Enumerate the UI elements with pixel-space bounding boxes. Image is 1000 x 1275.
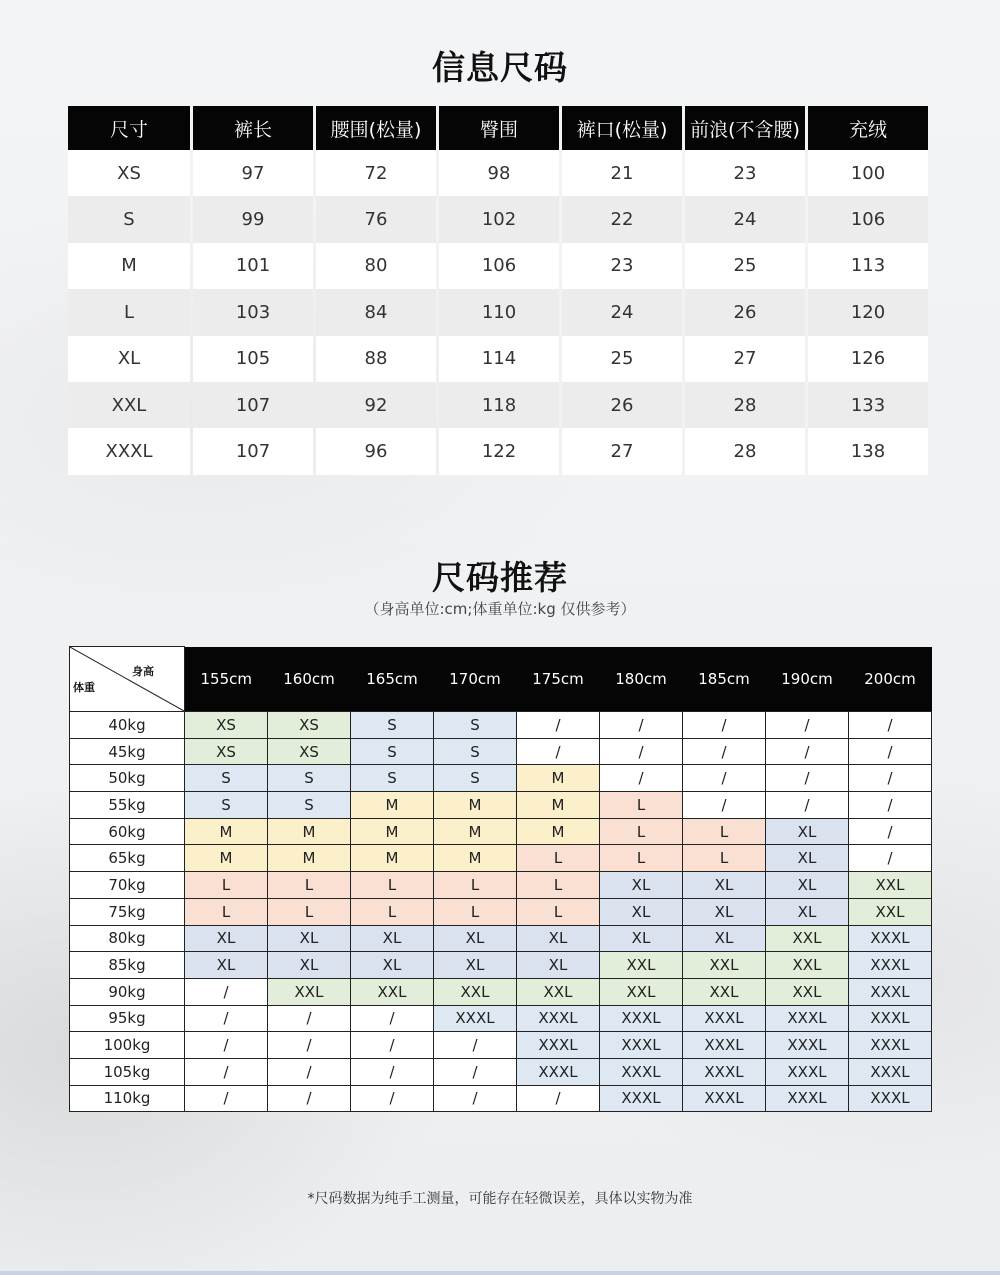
size-value-cell: 98 (439, 150, 559, 196)
size-value-cell: 103 (193, 289, 313, 335)
size-recommend-cell: XXL (766, 925, 849, 952)
weight-row (70, 845, 932, 872)
size-recommend-cell: XXXL (849, 978, 932, 1005)
size-recommend-cell: XXXL (683, 1085, 766, 1112)
size-recommend-cell: XXL (683, 952, 766, 979)
size-recommend-cell: / (849, 738, 932, 765)
size-recommend-cell: M (185, 818, 268, 845)
size-value-cell: 28 (685, 382, 805, 428)
size-recommend-cell: / (683, 792, 766, 819)
size-value-cell: 27 (685, 336, 805, 382)
size-info-row (68, 150, 928, 196)
size-value-cell: 96 (316, 428, 436, 474)
size-info-title: 信息尺码 (432, 48, 568, 87)
size-label-cell: XXXL (68, 428, 190, 474)
size-recommend-cell: / (683, 765, 766, 792)
size-recommend-cell: M (434, 792, 517, 819)
size-recommend-cell: M (185, 845, 268, 872)
size-info-header-cell: 充绒 (808, 106, 928, 150)
height-header-cell: 180cm (600, 647, 683, 712)
size-recommend-cell: XXXL (766, 1005, 849, 1032)
size-recommend-cell: XS (268, 738, 351, 765)
height-header-cell: 190cm (766, 647, 849, 712)
size-recommend-cell: L (600, 792, 683, 819)
size-info-header-cell: 腰围(松量) (316, 106, 436, 150)
size-recommend-cell: / (351, 1032, 434, 1059)
height-header-cell: 200cm (849, 647, 932, 712)
size-recommend-cell: XL (268, 952, 351, 979)
size-recommend-cell: / (185, 1085, 268, 1112)
weight-label-cell: 110kg (70, 1085, 185, 1112)
size-value-cell: 99 (193, 196, 313, 242)
size-label-cell: L (68, 289, 190, 335)
size-value-cell: 105 (193, 336, 313, 382)
weight-label-cell: 85kg (70, 952, 185, 979)
size-recommend-cell: / (434, 1032, 517, 1059)
size-info-row (68, 196, 928, 242)
weight-label-cell: 80kg (70, 925, 185, 952)
weight-row (70, 1005, 932, 1032)
size-recommend-cell: M (351, 845, 434, 872)
size-info-header-cell: 裤长 (193, 106, 313, 150)
size-info-row (68, 382, 928, 428)
size-value-cell: 27 (562, 428, 682, 474)
size-value-cell: 107 (193, 428, 313, 474)
size-recommend-cell: XXL (434, 978, 517, 1005)
size-value-cell: 80 (316, 243, 436, 289)
height-header-cell: 165cm (351, 647, 434, 712)
size-recommend-cell: L (600, 818, 683, 845)
size-recommend-cell: XL (683, 925, 766, 952)
size-value-cell: 92 (316, 382, 436, 428)
size-recommend-title: 尺码推荐 (432, 558, 568, 597)
weight-row (70, 1058, 932, 1085)
size-recommend-cell: L (268, 898, 351, 925)
size-recommend-cell: L (517, 872, 600, 899)
size-recommend-cell: XXL (849, 872, 932, 899)
size-recommend-cell: L (683, 845, 766, 872)
weight-row (70, 1085, 932, 1112)
size-recommend-cell: L (683, 818, 766, 845)
size-recommend-cell: / (849, 845, 932, 872)
size-recommend-cell: XXL (766, 978, 849, 1005)
size-info-header-cell: 尺寸 (68, 106, 190, 150)
size-recommend-cell: L (517, 845, 600, 872)
size-recommend-cell: XL (185, 952, 268, 979)
size-recommend-cell: XXXL (600, 1058, 683, 1085)
size-recommend-cell: L (517, 898, 600, 925)
size-recommend-cell: XL (766, 818, 849, 845)
size-recommend-cell: M (268, 845, 351, 872)
size-recommend-cell: XL (766, 898, 849, 925)
size-value-cell: 110 (439, 289, 559, 335)
size-recommend-cell: S (185, 792, 268, 819)
size-recommend-cell: XXXL (766, 1032, 849, 1059)
size-recommend-cell: L (434, 872, 517, 899)
weight-label-cell: 100kg (70, 1032, 185, 1059)
size-recommend-cell: / (517, 738, 600, 765)
size-recommend-cell: / (434, 1058, 517, 1085)
weight-row (70, 898, 932, 925)
size-recommend-cell: / (849, 818, 932, 845)
size-recommend-cell: XXL (600, 978, 683, 1005)
weight-row (70, 925, 932, 952)
size-info-header-cell: 臀围 (439, 106, 559, 150)
size-value-cell: 21 (562, 150, 682, 196)
size-recommend-cell: XL (600, 898, 683, 925)
size-recommend-cell: XL (683, 872, 766, 899)
size-value-cell: 25 (685, 243, 805, 289)
size-label-cell: XXL (68, 382, 190, 428)
weight-label-cell: 105kg (70, 1058, 185, 1085)
size-recommend-cell: M (517, 818, 600, 845)
size-recommend-cell: / (766, 792, 849, 819)
size-recommend-cell: L (268, 872, 351, 899)
size-recommend-cell: / (517, 712, 600, 739)
size-recommend-cell: / (268, 1085, 351, 1112)
size-value-cell: 133 (808, 382, 928, 428)
size-recommend-cell: XL (351, 952, 434, 979)
weight-label-cell: 95kg (70, 1005, 185, 1032)
size-info-row (68, 289, 928, 335)
size-info-row (68, 428, 928, 474)
size-recommend-cell: S (434, 712, 517, 739)
size-recommend-cell: XXL (351, 978, 434, 1005)
height-header-cell: 185cm (683, 647, 766, 712)
size-label-cell: M (68, 243, 190, 289)
size-recommend-cell: / (766, 712, 849, 739)
size-recommend-cell: XL (517, 952, 600, 979)
size-recommend-cell: XL (766, 845, 849, 872)
size-info-header-cell: 前浪(不含腰) (685, 106, 805, 150)
weight-axis-label: 体重 (73, 681, 95, 694)
size-recommend-cell: XXXL (849, 1032, 932, 1059)
size-recommend-cell: XL (434, 952, 517, 979)
size-value-cell: 107 (193, 382, 313, 428)
size-recommend-cell: / (351, 1005, 434, 1032)
size-recommend-cell: XL (766, 872, 849, 899)
size-value-cell: 106 (808, 196, 928, 242)
weight-label-cell: 60kg (70, 818, 185, 845)
size-value-cell: 97 (193, 150, 313, 196)
size-recommend-cell: XXXL (849, 925, 932, 952)
size-recommend-cell: XXXL (600, 1005, 683, 1032)
size-recommend-cell: S (351, 712, 434, 739)
size-recommend-cell: XXL (268, 978, 351, 1005)
size-recommend-cell: M (351, 818, 434, 845)
size-recommend-cell: / (600, 738, 683, 765)
size-recommend-cell: XXXL (849, 952, 932, 979)
size-recommend-cell: / (517, 1085, 600, 1112)
size-value-cell: 106 (439, 243, 559, 289)
size-recommend-subtitle: （身高单位:cm;体重单位:kg 仅供参考） (364, 600, 636, 618)
weight-label-cell: 40kg (70, 712, 185, 739)
size-recommend-cell: / (351, 1058, 434, 1085)
size-recommend-cell: L (185, 872, 268, 899)
size-value-cell: 122 (439, 428, 559, 474)
size-recommend-cell: M (351, 792, 434, 819)
size-label-cell: S (68, 196, 190, 242)
size-recommend-cell: / (268, 1032, 351, 1059)
size-label-cell: XL (68, 336, 190, 382)
size-value-cell: 26 (685, 289, 805, 335)
size-value-cell: 88 (316, 336, 436, 382)
size-recommend-cell: XXL (766, 952, 849, 979)
size-recommend-cell: / (766, 765, 849, 792)
size-recommend-cell: M (517, 765, 600, 792)
size-recommend-cell: XXXL (517, 1032, 600, 1059)
size-recommend-cell: XS (268, 712, 351, 739)
size-value-cell: 23 (685, 150, 805, 196)
size-recommend-cell: S (434, 765, 517, 792)
weight-label-cell: 65kg (70, 845, 185, 872)
size-value-cell: 22 (562, 196, 682, 242)
size-value-cell: 102 (439, 196, 559, 242)
weight-row (70, 792, 932, 819)
size-info-row (68, 243, 928, 289)
size-recommend-cell: / (268, 1005, 351, 1032)
height-header-cell: 155cm (185, 647, 268, 712)
size-recommend-cell: M (434, 845, 517, 872)
size-recommend-cell: L (600, 845, 683, 872)
size-recommend-cell: S (351, 765, 434, 792)
size-recommend-cell: XL (517, 925, 600, 952)
size-recommend-cell: XXXL (849, 1005, 932, 1032)
size-value-cell: 126 (808, 336, 928, 382)
size-recommend-cell: / (185, 1058, 268, 1085)
size-recommend-cell: M (517, 792, 600, 819)
size-recommend-cell: XXXL (849, 1085, 932, 1112)
size-recommend-cell: XS (185, 738, 268, 765)
height-header-cell: 170cm (434, 647, 517, 712)
size-value-cell: 26 (562, 382, 682, 428)
weight-label-cell: 55kg (70, 792, 185, 819)
size-recommend-cell: XL (683, 898, 766, 925)
weight-row (70, 952, 932, 979)
size-value-cell: 23 (562, 243, 682, 289)
size-recommend-cell: S (434, 738, 517, 765)
size-recommend-cell: S (185, 765, 268, 792)
weight-label-cell: 75kg (70, 898, 185, 925)
size-value-cell: 138 (808, 428, 928, 474)
size-recommend-cell: / (185, 1005, 268, 1032)
size-recommend-cell: / (849, 792, 932, 819)
size-recommend-cell: S (268, 792, 351, 819)
size-value-cell: 100 (808, 150, 928, 196)
size-info-row (68, 336, 928, 382)
height-header-cell: 175cm (517, 647, 600, 712)
size-recommend-cell: XXXL (600, 1085, 683, 1112)
weight-row (70, 818, 932, 845)
size-recommend-cell: XXL (683, 978, 766, 1005)
weight-row (70, 712, 932, 739)
size-recommend-cell: XXXL (434, 1005, 517, 1032)
size-recommend-cell: XXXL (683, 1032, 766, 1059)
size-info-header-cell: 裤口(松量) (562, 106, 682, 150)
size-recommend-cell: XXXL (683, 1058, 766, 1085)
size-recommend-cell: / (849, 712, 932, 739)
weight-label-cell: 70kg (70, 872, 185, 899)
bottom-divider (0, 1271, 1000, 1275)
size-recommend-cell: XL (268, 925, 351, 952)
size-recommend-cell: / (600, 712, 683, 739)
corner-cell (70, 647, 185, 712)
size-info-header-row (68, 106, 928, 150)
size-recommend-cell: XXXL (849, 1058, 932, 1085)
size-recommend-cell: L (185, 898, 268, 925)
weight-row (70, 738, 932, 765)
size-recommend-cell: / (683, 738, 766, 765)
weight-label-cell: 90kg (70, 978, 185, 1005)
size-value-cell: 113 (808, 243, 928, 289)
size-value-cell: 24 (685, 196, 805, 242)
size-recommend-cell: XXL (600, 952, 683, 979)
size-recommend-cell: / (185, 978, 268, 1005)
size-recommend-cell: M (268, 818, 351, 845)
size-value-cell: 76 (316, 196, 436, 242)
weight-row (70, 1032, 932, 1059)
size-recommend-cell: XXXL (600, 1032, 683, 1059)
size-recommend-cell: M (434, 818, 517, 845)
size-recommend-cell: / (351, 1085, 434, 1112)
size-value-cell: 84 (316, 289, 436, 335)
height-header-cell: 160cm (268, 647, 351, 712)
size-value-cell: 101 (193, 243, 313, 289)
size-recommend-table (69, 646, 932, 1112)
weight-row (70, 978, 932, 1005)
size-recommend-cell: XS (185, 712, 268, 739)
size-recommend-cell: / (185, 1032, 268, 1059)
size-recommend-cell: S (268, 765, 351, 792)
size-recommend-cell: XL (351, 925, 434, 952)
size-recommend-cell: / (434, 1085, 517, 1112)
size-value-cell: 24 (562, 289, 682, 335)
size-recommend-cell: XL (185, 925, 268, 952)
size-recommend-cell: XXXL (766, 1085, 849, 1112)
size-recommend-cell: XXXL (683, 1005, 766, 1032)
weight-row (70, 765, 932, 792)
size-recommend-cell: / (849, 765, 932, 792)
weight-row (70, 872, 932, 899)
size-recommend-cell: S (351, 738, 434, 765)
size-label-cell: XS (68, 150, 190, 196)
weight-label-cell: 50kg (70, 765, 185, 792)
height-axis-label: 身高 (132, 665, 154, 678)
size-recommend-cell: XXL (849, 898, 932, 925)
size-recommend-cell: XXXL (517, 1005, 600, 1032)
size-recommend-cell: XL (600, 872, 683, 899)
size-recommend-cell: XL (600, 925, 683, 952)
size-recommend-cell: / (683, 712, 766, 739)
size-recommend-cell: XL (434, 925, 517, 952)
size-recommend-cell: XXL (517, 978, 600, 1005)
size-value-cell: 118 (439, 382, 559, 428)
size-recommend-cell: L (434, 898, 517, 925)
size-value-cell: 120 (808, 289, 928, 335)
size-recommend-cell: / (766, 738, 849, 765)
size-value-cell: 72 (316, 150, 436, 196)
size-recommend-cell: XXXL (517, 1058, 600, 1085)
size-info-table (65, 106, 931, 475)
size-value-cell: 28 (685, 428, 805, 474)
size-recommend-cell: XXXL (766, 1058, 849, 1085)
height-header-row (70, 647, 932, 712)
size-value-cell: 25 (562, 336, 682, 382)
size-recommend-cell: / (600, 765, 683, 792)
size-value-cell: 114 (439, 336, 559, 382)
weight-label-cell: 45kg (70, 738, 185, 765)
size-recommend-cell: L (351, 898, 434, 925)
size-recommend-cell: / (268, 1058, 351, 1085)
footnote: *尺码数据为纯手工测量，可能存在轻微误差，具体以实物为准 (307, 1191, 693, 1207)
size-recommend-cell: L (351, 872, 434, 899)
